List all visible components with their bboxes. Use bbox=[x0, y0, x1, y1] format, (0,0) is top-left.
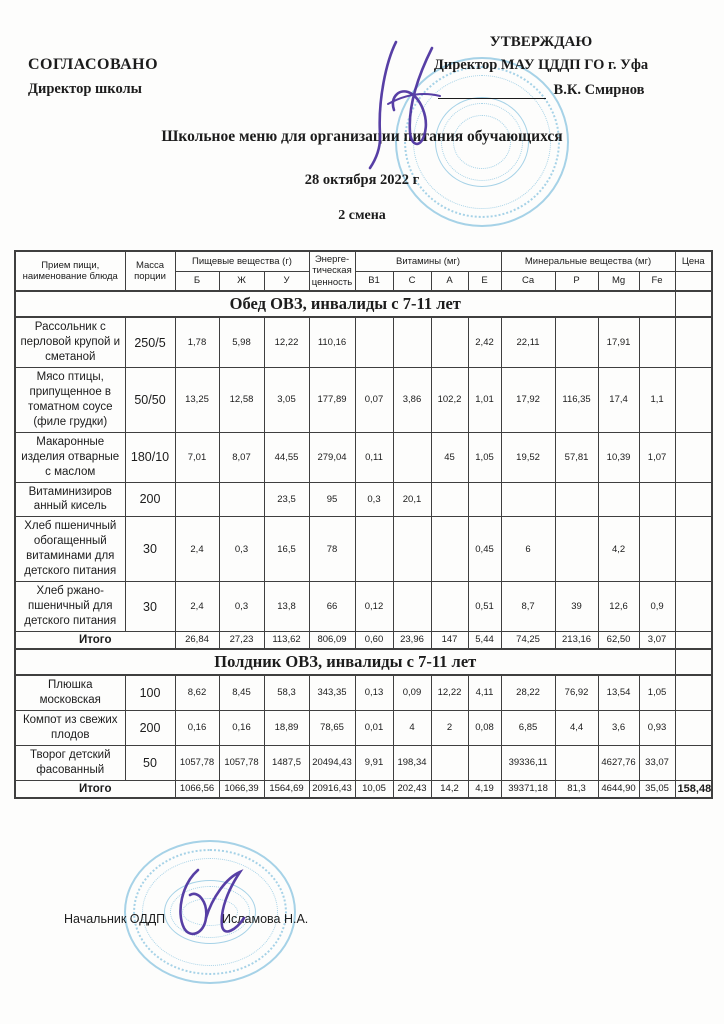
value-cell: 1057,78 bbox=[219, 745, 264, 780]
document-date: 28 октября 2022 г bbox=[304, 172, 420, 188]
value-cell: 1487,5 bbox=[264, 745, 309, 780]
approved-block bbox=[382, 34, 700, 99]
footer-name: Исламова Н.А. bbox=[222, 912, 309, 926]
value-cell: 0,07 bbox=[355, 367, 393, 432]
value-cell bbox=[355, 317, 393, 367]
dish-name: Рассольник с перловой крупой и сметаной bbox=[15, 317, 125, 367]
total-row bbox=[15, 631, 712, 649]
mass-cell: 50/50 bbox=[125, 367, 175, 432]
dish-row bbox=[15, 482, 712, 517]
value-cell: 6 bbox=[501, 517, 555, 582]
value-cell: 22,11 bbox=[501, 317, 555, 367]
dish-name: Макаронные изделия отварные с маслом bbox=[15, 432, 125, 482]
value-cell: 95 bbox=[309, 482, 355, 517]
value-cell: 110,16 bbox=[309, 317, 355, 367]
value-cell: 35,05 bbox=[639, 780, 675, 798]
value-cell: 198,34 bbox=[393, 745, 431, 780]
value-cell: 13,8 bbox=[264, 582, 309, 632]
section-row bbox=[15, 291, 712, 317]
dish-row bbox=[15, 745, 712, 780]
mass-cell: 30 bbox=[125, 582, 175, 632]
column-header-price: Цена bbox=[675, 251, 712, 271]
value-cell: 4,11 bbox=[468, 675, 501, 710]
value-cell bbox=[555, 745, 598, 780]
value-cell: 62,50 bbox=[598, 631, 639, 649]
document-title: Школьное меню для организации питания обучающихся bbox=[161, 128, 563, 145]
price-cell bbox=[675, 710, 712, 745]
agreed-role: Директор школы bbox=[28, 81, 142, 97]
price-cell bbox=[675, 482, 712, 517]
value-cell: 0,3 bbox=[355, 482, 393, 517]
value-cell bbox=[431, 482, 468, 517]
price-cell bbox=[675, 432, 712, 482]
column-header-price-sub bbox=[675, 271, 712, 291]
value-cell: 3,07 bbox=[639, 631, 675, 649]
value-cell: 5,98 bbox=[219, 317, 264, 367]
value-cell: 3,86 bbox=[393, 367, 431, 432]
mass-cell: 30 bbox=[125, 517, 175, 582]
mass-cell: 200 bbox=[125, 482, 175, 517]
column-header-energy: Энерге-тическая ценность bbox=[309, 251, 355, 291]
agreed-label: СОГЛАСОВАНО bbox=[28, 56, 159, 73]
menu-table bbox=[14, 250, 713, 799]
value-cell: 806,09 bbox=[309, 631, 355, 649]
price-cell bbox=[675, 317, 712, 367]
value-cell: 13,25 bbox=[175, 367, 219, 432]
footer-position: Начальник ОДДП bbox=[64, 912, 166, 926]
value-cell: 113,62 bbox=[264, 631, 309, 649]
value-cell: 12,6 bbox=[598, 582, 639, 632]
value-cell: 1,05 bbox=[468, 432, 501, 482]
price-cell bbox=[675, 582, 712, 632]
column-header-protein: Б bbox=[175, 271, 219, 291]
value-cell: 2,4 bbox=[175, 582, 219, 632]
value-cell: 23,5 bbox=[264, 482, 309, 517]
dish-name: Мясо птицы, припущенное в томатном соусе (филе грудки) bbox=[15, 367, 125, 432]
value-cell: 0,11 bbox=[355, 432, 393, 482]
value-cell: 1057,78 bbox=[175, 745, 219, 780]
value-cell: 13,54 bbox=[598, 675, 639, 710]
total-row bbox=[15, 780, 712, 798]
value-cell bbox=[431, 582, 468, 632]
value-cell: 20916,43 bbox=[309, 780, 355, 798]
value-cell: 2,4 bbox=[175, 517, 219, 582]
column-header-p: P bbox=[555, 271, 598, 291]
value-cell: 39 bbox=[555, 582, 598, 632]
approved-label: УТВЕРЖДАЮ bbox=[489, 34, 593, 50]
value-cell: 39336,11 bbox=[501, 745, 555, 780]
price-cell bbox=[675, 649, 712, 675]
value-cell: 20,1 bbox=[393, 482, 431, 517]
value-cell: 0,45 bbox=[468, 517, 501, 582]
mass-cell: 200 bbox=[125, 710, 175, 745]
value-cell: 17,4 bbox=[598, 367, 639, 432]
dish-row bbox=[15, 317, 712, 367]
value-cell: 202,43 bbox=[393, 780, 431, 798]
value-cell: 8,45 bbox=[219, 675, 264, 710]
column-header-carbs: У bbox=[264, 271, 309, 291]
value-cell bbox=[639, 517, 675, 582]
value-cell: 4 bbox=[393, 710, 431, 745]
mass-cell: 250/5 bbox=[125, 317, 175, 367]
value-cell: 0,08 bbox=[468, 710, 501, 745]
value-cell: 8,62 bbox=[175, 675, 219, 710]
value-cell: 18,89 bbox=[264, 710, 309, 745]
signature-ink-icon bbox=[168, 862, 264, 952]
section-title: Обед ОВЗ, инвалиды с 7-11 лет bbox=[15, 291, 675, 317]
value-cell: 78,65 bbox=[309, 710, 355, 745]
value-cell: 8,7 bbox=[501, 582, 555, 632]
table-header bbox=[15, 251, 712, 291]
value-cell: 0,3 bbox=[219, 517, 264, 582]
value-cell bbox=[355, 517, 393, 582]
column-header-meal: Прием пищи, наименование блюда bbox=[15, 251, 125, 291]
value-cell bbox=[393, 517, 431, 582]
column-header-mass: Масса порции bbox=[125, 251, 175, 291]
value-cell: 33,07 bbox=[639, 745, 675, 780]
value-cell: 4,4 bbox=[555, 710, 598, 745]
value-cell: 147 bbox=[431, 631, 468, 649]
value-cell: 1066,56 bbox=[175, 780, 219, 798]
value-cell bbox=[555, 317, 598, 367]
value-cell: 279,04 bbox=[309, 432, 355, 482]
value-cell: 102,2 bbox=[431, 367, 468, 432]
value-cell bbox=[468, 482, 501, 517]
value-cell bbox=[219, 482, 264, 517]
menu-table-body bbox=[15, 291, 712, 797]
value-cell: 12,58 bbox=[219, 367, 264, 432]
column-header-a: A bbox=[431, 271, 468, 291]
total-label: Итого bbox=[15, 631, 175, 649]
agreed-block bbox=[28, 56, 248, 98]
value-cell bbox=[175, 482, 219, 517]
dish-row bbox=[15, 367, 712, 432]
value-cell: 2 bbox=[431, 710, 468, 745]
value-cell: 6,85 bbox=[501, 710, 555, 745]
value-cell bbox=[393, 317, 431, 367]
mass-cell: 180/10 bbox=[125, 432, 175, 482]
mass-cell: 50 bbox=[125, 745, 175, 780]
shift-label: 2 смена bbox=[338, 208, 386, 223]
value-cell: 14,2 bbox=[431, 780, 468, 798]
value-cell: 0,3 bbox=[219, 582, 264, 632]
value-cell: 1564,69 bbox=[264, 780, 309, 798]
column-header-e: E bbox=[468, 271, 501, 291]
value-cell: 343,35 bbox=[309, 675, 355, 710]
dish-row bbox=[15, 675, 712, 710]
value-cell: 4,19 bbox=[468, 780, 501, 798]
dish-name: Хлеб ржано-пшеничный для детского питания bbox=[15, 582, 125, 632]
value-cell bbox=[468, 745, 501, 780]
value-cell: 0,60 bbox=[355, 631, 393, 649]
value-cell: 2,42 bbox=[468, 317, 501, 367]
value-cell: 45 bbox=[431, 432, 468, 482]
signature-line bbox=[438, 86, 546, 99]
value-cell: 9,91 bbox=[355, 745, 393, 780]
value-cell: 44,55 bbox=[264, 432, 309, 482]
dish-row bbox=[15, 517, 712, 582]
value-cell: 7,01 bbox=[175, 432, 219, 482]
value-cell: 0,13 bbox=[355, 675, 393, 710]
value-cell: 0,93 bbox=[639, 710, 675, 745]
section-title: Полдник ОВЗ, инвалиды с 7-11 лет bbox=[15, 649, 675, 675]
value-cell: 116,35 bbox=[555, 367, 598, 432]
column-group-minerals: Минеральные вещества (мг) bbox=[501, 251, 675, 271]
value-cell: 12,22 bbox=[264, 317, 309, 367]
value-cell: 12,22 bbox=[431, 675, 468, 710]
price-cell bbox=[675, 631, 712, 649]
value-cell: 4,2 bbox=[598, 517, 639, 582]
value-cell bbox=[639, 482, 675, 517]
value-cell: 4627,76 bbox=[598, 745, 639, 780]
column-header-ca: Ca bbox=[501, 271, 555, 291]
value-cell bbox=[431, 745, 468, 780]
column-group-vitamins: Витамины (мг) bbox=[355, 251, 501, 271]
value-cell: 57,81 bbox=[555, 432, 598, 482]
dish-row bbox=[15, 710, 712, 745]
value-cell: 17,91 bbox=[598, 317, 639, 367]
value-cell: 66 bbox=[309, 582, 355, 632]
value-cell: 76,92 bbox=[555, 675, 598, 710]
total-label: Итого bbox=[15, 780, 175, 798]
value-cell: 81,3 bbox=[555, 780, 598, 798]
value-cell bbox=[555, 517, 598, 582]
value-cell: 0,51 bbox=[468, 582, 501, 632]
value-cell: 0,12 bbox=[355, 582, 393, 632]
dish-name: Плюшка московская bbox=[15, 675, 125, 710]
value-cell: 3,6 bbox=[598, 710, 639, 745]
value-cell: 1,1 bbox=[639, 367, 675, 432]
value-cell: 1,01 bbox=[468, 367, 501, 432]
value-cell: 28,22 bbox=[501, 675, 555, 710]
approver-signature-row bbox=[382, 82, 700, 99]
value-cell: 0,01 bbox=[355, 710, 393, 745]
value-cell: 78 bbox=[309, 517, 355, 582]
price-cell bbox=[675, 517, 712, 582]
value-cell: 1066,39 bbox=[219, 780, 264, 798]
column-header-fat: Ж bbox=[219, 271, 264, 291]
column-group-nutrients: Пищевые вещества (г) bbox=[175, 251, 309, 271]
price-cell bbox=[675, 675, 712, 710]
value-cell bbox=[501, 482, 555, 517]
value-cell bbox=[639, 317, 675, 367]
value-cell: 27,23 bbox=[219, 631, 264, 649]
value-cell bbox=[555, 482, 598, 517]
value-cell: 23,96 bbox=[393, 631, 431, 649]
value-cell: 74,25 bbox=[501, 631, 555, 649]
value-cell bbox=[598, 482, 639, 517]
column-header-b1: B1 bbox=[355, 271, 393, 291]
value-cell: 58,3 bbox=[264, 675, 309, 710]
value-cell bbox=[431, 317, 468, 367]
section-row bbox=[15, 649, 712, 675]
price-cell bbox=[675, 367, 712, 432]
price-cell bbox=[675, 745, 712, 780]
value-cell bbox=[431, 517, 468, 582]
table-header-row-groups bbox=[15, 251, 712, 271]
dish-row bbox=[15, 432, 712, 482]
value-cell: 5,44 bbox=[468, 631, 501, 649]
value-cell: 1,07 bbox=[639, 432, 675, 482]
value-cell: 26,84 bbox=[175, 631, 219, 649]
value-cell: 0,9 bbox=[639, 582, 675, 632]
column-header-mg: Mg bbox=[598, 271, 639, 291]
value-cell: 1,78 bbox=[175, 317, 219, 367]
value-cell: 0,16 bbox=[219, 710, 264, 745]
price-cell bbox=[675, 291, 712, 317]
column-header-fe: Fe bbox=[639, 271, 675, 291]
value-cell: 20494,43 bbox=[309, 745, 355, 780]
value-cell bbox=[393, 582, 431, 632]
dish-name: Витаминизиров анный кисель bbox=[15, 482, 125, 517]
value-cell: 19,52 bbox=[501, 432, 555, 482]
value-cell: 1,05 bbox=[639, 675, 675, 710]
dish-row bbox=[15, 582, 712, 632]
dish-name: Хлеб пшеничный обогащенный витаминами для детского питания bbox=[15, 517, 125, 582]
value-cell: 213,16 bbox=[555, 631, 598, 649]
mass-cell: 100 bbox=[125, 675, 175, 710]
value-cell: 10,05 bbox=[355, 780, 393, 798]
value-cell bbox=[393, 432, 431, 482]
value-cell: 0,16 bbox=[175, 710, 219, 745]
value-cell: 8,07 bbox=[219, 432, 264, 482]
value-cell: 177,89 bbox=[309, 367, 355, 432]
price-cell: 158,48 bbox=[675, 780, 712, 798]
approved-role: Директор МАУ ЦДДП ГО г. Уфа bbox=[433, 57, 649, 73]
value-cell: 10,39 bbox=[598, 432, 639, 482]
value-cell: 4644,90 bbox=[598, 780, 639, 798]
approver-name: В.К. Смирнов bbox=[553, 82, 645, 98]
dish-name: Творог детский фасованный bbox=[15, 745, 125, 780]
value-cell: 16,5 bbox=[264, 517, 309, 582]
dish-name: Компот из свежих плодов bbox=[15, 710, 125, 745]
column-header-c: C bbox=[393, 271, 431, 291]
value-cell: 39371,18 bbox=[501, 780, 555, 798]
value-cell: 3,05 bbox=[264, 367, 309, 432]
value-cell: 17,92 bbox=[501, 367, 555, 432]
value-cell: 0,09 bbox=[393, 675, 431, 710]
